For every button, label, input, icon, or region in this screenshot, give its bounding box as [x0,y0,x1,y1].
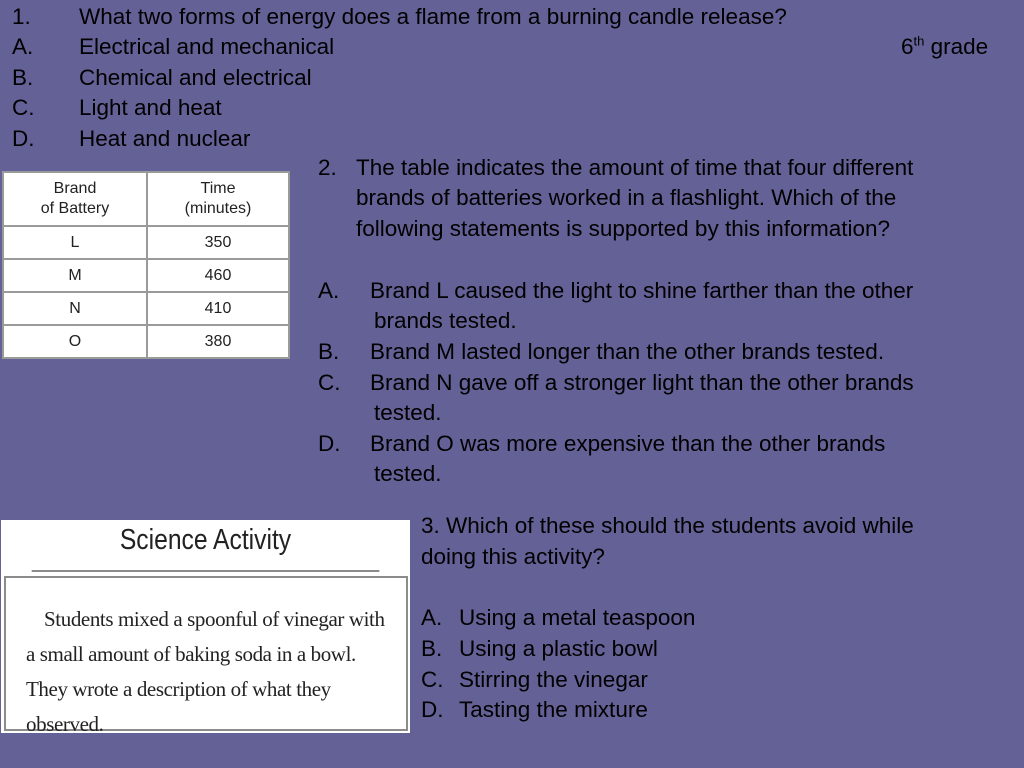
brand-column-header [3,172,147,226]
q1-option-c-text: Light and heat [79,95,222,120]
q3-option-a-letter: A. [421,605,443,630]
brand-cell: O [3,325,147,358]
q1-option-a-text: Electrical and mechanical [79,34,335,59]
q3-option-c-text: Stirring the vinegar [459,667,648,692]
grade-word: grade [930,34,989,59]
table-row [3,292,289,325]
brand-cell: M [3,259,147,292]
q1-option-c-letter: C. [12,95,35,120]
q2-option-d-text-1: Brand O was more expensive than the other brands [370,431,886,456]
time-column-header [147,172,289,226]
q2-option-c-text-2: tested. [374,400,442,425]
science-activity-box [4,576,408,736]
time-header-line-1: Time [200,180,236,197]
q3-option-b-letter: B. [421,636,443,661]
q2-question-line-2: brands of batteries worked in a flashlight. Which of the [356,185,897,210]
science-activity-title: Science Activity [32,520,380,572]
q2-option-a-letter: A. [318,278,340,303]
q2-question-text-1: The table indicates the amount of time that four different [356,155,914,180]
q2-option-c-letter: C. [318,370,341,395]
grade-label [901,34,988,60]
brand-cell: N [3,292,147,325]
time-cell: 350 [147,226,289,259]
brand-cell: L [3,226,147,259]
brand-header-line-1: Brand [53,180,97,197]
q2-option-d-text-2: tested. [374,461,442,486]
q2-option-d-letter: D. [318,431,341,456]
grade-number: 6 [901,34,914,59]
q3-question-line-2: doing this activity? [421,544,605,569]
brand-header-line-2: of Battery [40,200,110,217]
q1-option-d-text: Heat and nuclear [79,126,251,151]
q2-option-a-text-1: Brand L caused the light to shine farther than the other [370,278,914,303]
q1-number: 1. [12,4,31,29]
q3-option-c-letter: C. [421,667,444,692]
battery-table-header [3,172,289,226]
q2-option-c-text-1: Brand N gave off a stronger light than the other brands [370,370,914,395]
table-row [3,325,289,358]
time-cell: 460 [147,259,289,292]
q1-question-text: What two forms of energy does a flame from a burning candle release? [79,4,787,29]
q1-option-a-letter: A. [12,34,34,59]
q1-option-d-letter: D. [12,126,35,151]
q3-option-b-text: Using a plastic bowl [459,636,658,661]
q3-question-line-1: 3. Which of these should the students avoid while [421,513,914,538]
q2-number: 2. [318,155,337,180]
table-row [3,226,289,259]
grade-suffix: th [913,33,925,49]
q1-option-b-text: Chemical and electrical [79,65,312,90]
q1-option-b-letter: B. [12,65,34,90]
q2-question-line-3: following statements is supported by this information? [356,216,891,241]
table-row [3,259,289,292]
science-activity-text: Students mixed a spoonful of vinegar with a small amount of baking soda in a bowl. They wrote a description of what they observed. [26,607,385,736]
q3-option-d-text: Tasting the mixture [459,697,648,722]
q2-option-b-text-1: Brand M lasted longer than the other brands tested. [370,339,885,364]
science-activity-panel [1,520,410,736]
battery-table [2,171,290,359]
time-header-line-2: (minutes) [184,200,252,217]
q2-option-b-letter: B. [318,339,340,364]
time-cell: 410 [147,292,289,325]
time-cell: 380 [147,325,289,358]
q2-option-a-text-2: brands tested. [374,308,517,333]
q3-option-a-text: Using a metal teaspoon [459,605,696,630]
q3-option-d-letter: D. [421,697,444,722]
